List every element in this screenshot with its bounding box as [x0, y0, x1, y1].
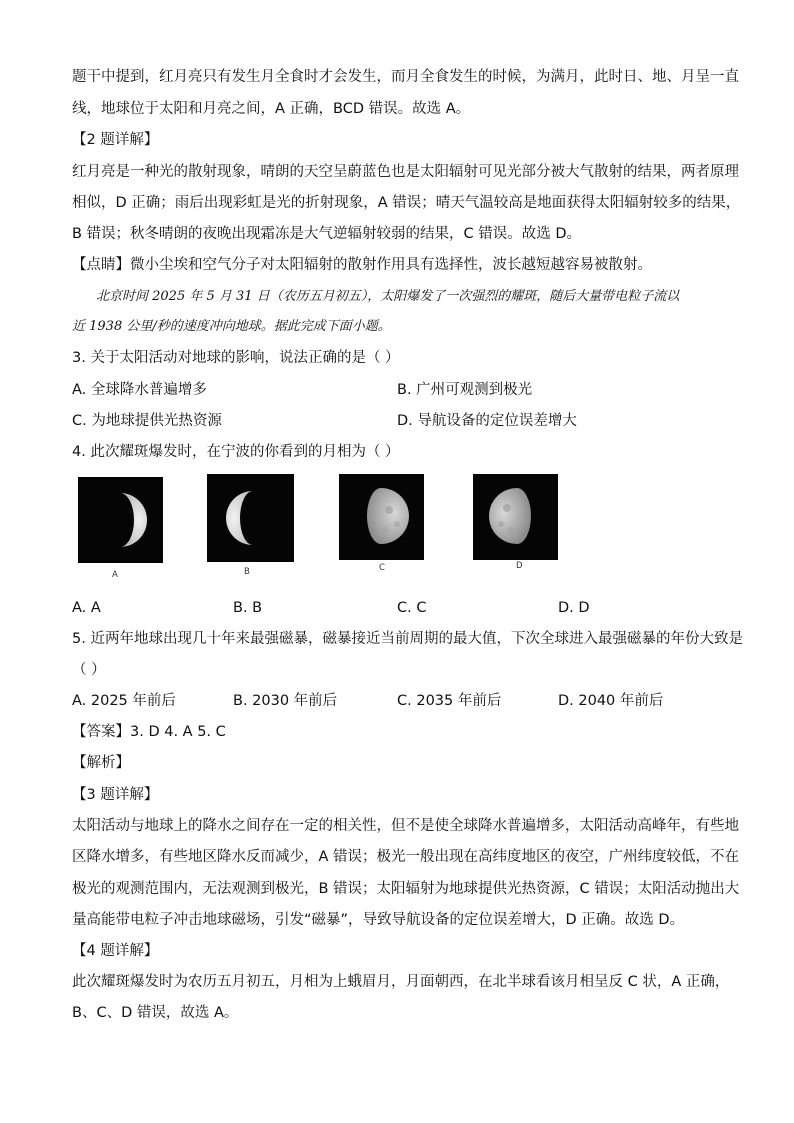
question-5-paren: （ ） — [72, 662, 106, 678]
q5-option-b: B. 2030 年前后 — [233, 693, 338, 709]
moon-label-c: C — [379, 563, 385, 573]
q4-option-d: D. D — [558, 600, 590, 616]
text-line: 量高能带电粒子冲击地球磁场，引发“磁暴”，导致导航设备的定位误差增大，D 正确。故选 D。 — [72, 912, 685, 928]
text-line: 相似，D 正确；雨后出现彩虹是光的折射现象，A 错误；晴天气温较高是地面获得太阳辐射较多的结果， — [72, 195, 741, 211]
section-heading: 【2 题详解】 — [72, 132, 159, 148]
q5-option-c: C. 2035 年前后 — [397, 693, 502, 709]
moon-image-c — [339, 474, 424, 560]
section-heading: 【3 题详解】 — [72, 787, 159, 803]
text-line: 区降水增多，有些地区降水反而减少，A 错误；极光一般出现在高纬度地区的夜空，广州纬度较低，不在 — [72, 849, 740, 865]
q3-option-b: B. 广州可观测到极光 — [397, 382, 533, 398]
text-line: 极光的观测范围内，无法观测到极光，B 错误；太阳辐射为地球提供光热资源，C 错误；太阳活动抛出大 — [72, 881, 740, 897]
q5-option-a: A. 2025 年前后 — [72, 693, 176, 709]
question-3: 3. 关于太阳活动对地球的影响，说法正确的是（ ） — [72, 350, 400, 366]
text-line: 红月亮是一种光的散射现象，晴朗的天空呈蔚蓝色也是太阳辐射可见光部分被大气散射的结果，两者原理 — [72, 164, 739, 180]
moon-image-b — [207, 474, 294, 562]
moon-label-b: B — [244, 567, 250, 577]
moon-crescent-a-icon — [78, 477, 163, 563]
q3-option-c: C. 为地球提供光热资源 — [72, 413, 222, 429]
moon-crescent-b-icon — [207, 474, 294, 562]
text-line: 此次耀斑爆发时为农历五月初五，月相为上蛾眉月，月面朝西，在北半球看该月相呈反 C 状，A 正确， — [72, 974, 730, 990]
question-4: 4. 此次耀斑爆发时，在宁波的你看到的月相为（ ） — [72, 444, 400, 460]
intro-line: 北京时间 2025 年 5 月 31 日（农历五月初五），太阳爆发了一次强烈的耀斑，随后大量带电粒子流以 — [96, 289, 680, 304]
text-line: 太阳活动与地球上的降水之间存在一定的相关性，但不是使全球降水普遍增多，太阳活动高峰年，有些地 — [72, 818, 739, 834]
q3-option-d: D. 导航设备的定位误差增大 — [397, 413, 577, 429]
text-line: B 错误；秋冬晴朗的夜晚出现霜冻是大气逆辐射较弱的结果，C 错误。故选 D。 — [72, 226, 582, 242]
text-line: 线，地球位于太阳和月亮之间，A 正确，BCD 错误。故选 A。 — [72, 101, 471, 117]
moon-gibbous-d-icon — [473, 474, 558, 560]
q4-option-c: C. C — [397, 600, 427, 616]
moon-image-a — [78, 477, 163, 563]
question-5: 5. 近两年地球出现几十年来最强磁暴，磁暴接近当前周期的最大值，下次全球进入最强磁暴的年份大致是 — [72, 631, 743, 647]
moon-image-d — [473, 474, 558, 560]
q4-option-a: A. A — [72, 600, 101, 616]
text-line: 题干中提到，红月亮只有发生月全食时才会发生，而月全食发生的时候，为满月，此时日、地、月呈一直 — [72, 69, 739, 85]
text-line: B、C、D 错误，故选 A。 — [72, 1005, 239, 1021]
section-heading: 【4 题详解】 — [72, 943, 159, 959]
note-line: 【点睛】微小尘埃和空气分子对太阳辐射的散射作用具有选择性，波长越短越容易被散射。 — [72, 257, 652, 273]
moon-gibbous-c-icon — [339, 474, 424, 560]
q5-option-d: D. 2040 年前后 — [558, 693, 664, 709]
moon-label-d: D — [516, 561, 523, 571]
q4-option-b: B. B — [233, 600, 263, 616]
intro-line: 近 1938 公里/秒的速度冲向地球。据此完成下面小题。 — [72, 319, 391, 334]
q3-option-a: A. 全球降水普遍增多 — [72, 382, 207, 398]
analysis-heading: 【解析】 — [72, 755, 130, 771]
moon-label-a: A — [112, 570, 118, 580]
answer-line: 【答案】3. D 4. A 5. C — [72, 724, 226, 740]
